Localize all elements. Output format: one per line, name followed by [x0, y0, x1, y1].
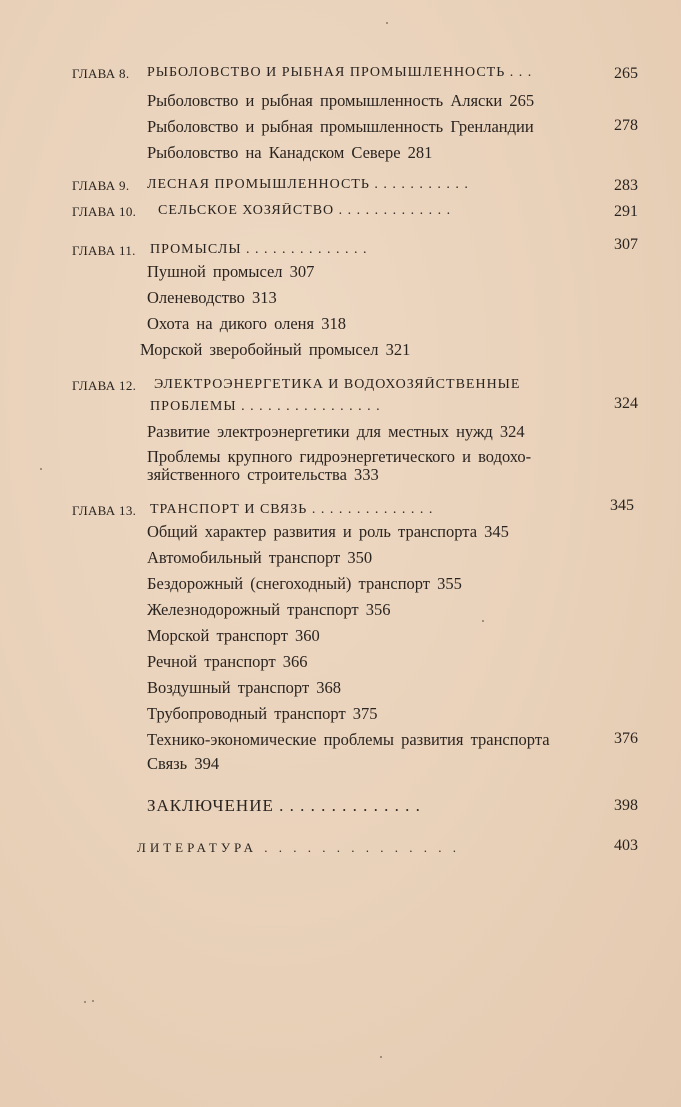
- chapter-12-label: ГЛАВА 12.: [72, 378, 137, 393]
- chapter-11-title: ПРОМЫСЛЫ . . . . . . . . . . . . . .: [150, 242, 368, 257]
- chapter-10-page: 291: [614, 203, 638, 220]
- chapter-13-title: ТРАНСПОРТ И СВЯЗЬ . . . . . . . . . . . . . .: [150, 502, 434, 517]
- chapter-11-item-3: Охота на дикого оленя 318: [147, 314, 346, 333]
- chapter-13-item-9-page: 376: [614, 730, 638, 747]
- chapter-12-item-2: Проблемы крупного гидроэнергетического и водохо-: [147, 447, 532, 466]
- chapter-8-title: РЫБОЛОВСТВО И РЫБНАЯ ПРОМЫШЛЕННОСТЬ . . .: [147, 65, 533, 80]
- paper-speck: [482, 620, 484, 622]
- chapter-13-item-4: Железнодорожный транспорт 356: [147, 600, 391, 619]
- chapter-10-title: СЕЛЬСКОЕ ХОЗЯЙСТВО . . . . . . . . . . . . .: [158, 203, 452, 218]
- chapter-13-item-5: Морской транспорт 360: [147, 626, 320, 645]
- literature-page: 403: [614, 837, 638, 854]
- chapter-11-item-1: Пушной промысел 307: [147, 262, 315, 281]
- chapter-12-title: ЭЛЕКТРОЭНЕРГЕТИКА И ВОДОХОЗЯЙСТВЕННЫЕ: [154, 377, 521, 392]
- chapter-13-item-2: Автомобильный транспорт 350: [147, 548, 373, 567]
- paper-speck: [380, 1056, 382, 1058]
- paper-speck: [40, 468, 42, 470]
- chapter-12-item-1: Развитие электроэнергетики для местных нужд 324: [147, 422, 525, 441]
- chapter-13-item-8: Трубопроводный транспорт 375: [147, 704, 378, 723]
- chapter-8-label: ГЛАВА 8.: [72, 66, 130, 81]
- chapter-13-label: ГЛАВА 13.: [72, 503, 137, 518]
- chapter-10-label: ГЛАВА 10.: [72, 204, 137, 219]
- chapter-12-title-line-2: ПРОБЛЕМЫ . . . . . . . . . . . . . . . .: [150, 399, 381, 414]
- chapter-11-item-2: Оленеводство 313: [147, 288, 277, 307]
- chapter-11-item-4: Морской зверобойный промысел 321: [140, 340, 411, 359]
- paper-speck: [92, 1000, 94, 1002]
- chapter-13-item-10: Связь 394: [147, 754, 220, 773]
- chapter-12-page: 324: [614, 395, 638, 412]
- chapter-13-item-1: Общий характер развития и роль транспорта 345: [147, 522, 509, 541]
- conclusion-title: ЗАКЛЮЧЕНИЕ . . . . . . . . . . . . . .: [147, 796, 421, 815]
- literature-title: ЛИТЕРАТУРА . . . . . . . . . . . . . .: [137, 840, 460, 855]
- chapter-11-label: ГЛАВА 11.: [72, 243, 136, 258]
- chapter-13-item-7: Воздушный транспорт 368: [147, 678, 342, 697]
- chapter-8-item-2: Рыболовство и рыбная промышленность Гренландии: [147, 117, 534, 136]
- chapter-9-page: 283: [614, 177, 638, 194]
- chapter-12-item-2-cont: зяйственного строительства 333: [147, 465, 379, 484]
- chapter-8-item-2-page: 278: [614, 117, 638, 134]
- chapter-8-item-3: Рыболовство на Канадском Севере 281: [147, 143, 433, 162]
- chapter-8-page: 265: [614, 65, 638, 82]
- conclusion-page: 398: [614, 797, 638, 814]
- chapter-11-page: 307: [614, 236, 638, 253]
- chapter-9-title: ЛЕСНАЯ ПРОМЫШЛЕННОСТЬ . . . . . . . . . . .: [147, 177, 469, 192]
- chapter-13-item-9: Технико-экономические проблемы развития транспорта: [147, 730, 550, 749]
- chapter-8-item-1: Рыболовство и рыбная промышленность Аляски 265: [147, 91, 535, 110]
- paper-speck: [84, 1001, 86, 1003]
- chapter-9-label: ГЛАВА 9.: [72, 178, 130, 193]
- chapter-13-item-3: Бездорожный (снегоходный) транспорт 355: [147, 574, 462, 593]
- chapter-13-page: 345: [610, 497, 634, 514]
- chapter-13-item-6: Речной транспорт 366: [147, 652, 308, 671]
- paper-speck: [386, 22, 388, 24]
